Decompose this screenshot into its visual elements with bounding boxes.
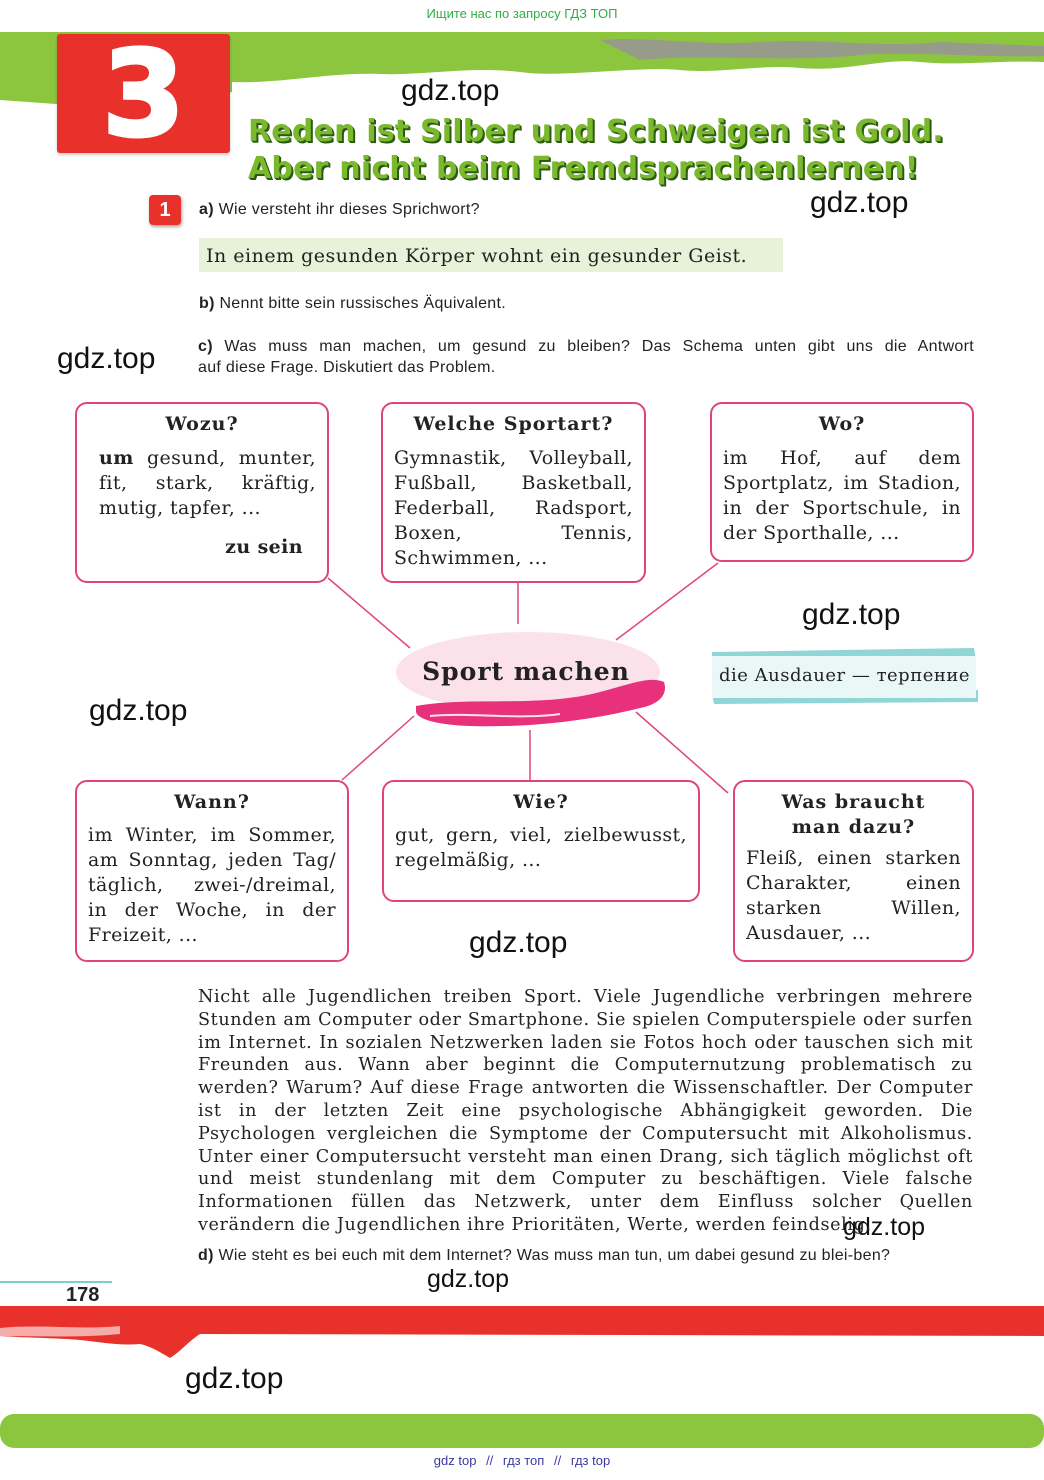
- mindmap-center: Sport machen: [422, 657, 630, 686]
- watermark: gdz.top: [185, 1362, 284, 1395]
- task-letter: d): [198, 1247, 214, 1264]
- footer-link[interactable]: gdz top: [433, 1453, 477, 1468]
- vocab-dash: —: [851, 665, 871, 686]
- box-heading: Wo?: [818, 413, 866, 435]
- vocab-note: [710, 650, 978, 702]
- task-letter: b): [199, 295, 215, 312]
- box-text-tail: , ...: [838, 922, 872, 944]
- box-heading: Wozu?: [165, 413, 239, 435]
- mindmap-box-was: [733, 780, 974, 962]
- exercise-number-badge: 1: [149, 195, 181, 225]
- box-heading: Welche Sportart?: [413, 413, 614, 435]
- task-text: Wie steht es bei euch mit dem Internet? Was muss man tun, um dabei gesund zu blei-ben?: [218, 1247, 891, 1264]
- watermark: gdz.top: [469, 926, 568, 959]
- proverb: In einem gesunden Körper wohnt ein gesunder Geist.: [199, 238, 783, 272]
- watermark: gdz.top: [810, 186, 909, 219]
- task-text: Wie versteht ihr dieses Sprichwort?: [218, 201, 480, 218]
- box-text: [77, 446, 327, 521]
- task-letter: c): [198, 338, 213, 355]
- box-text-underlined: Ausdauer: [746, 922, 839, 944]
- reading-paragraph: Nicht alle Jugendlichen treiben Sport. Viele Jugendliche verbringen mehrere Stunden am Computer oder Smartphone. Sie spielen Computerspiele oder surfen im Internet. In sozialen Netzwerken laden sie Fotos hoch oder tauschen sich mit Freunden aus. Wann aber beginnt die Computernutzung problematisch zu werden? Warum? Auf diese Frage antworten die Wissenschaftler. Der Computer ist in der letzten Zeit eine psychologische Abhängigkeit geworden. Die Psychologen vergleichen die Symptome der Computersucht mit Alkoholismus. Unter einer Computersucht versteht man einen Drang, sich täglich möglichst oft und meist stundenlang mit dem Computer zu beschäftigen. Viele falsche Informationen füllen das Netzwerk, unter dem Einfluss solcher Quellen verändern die Jugendlichen ihre Prioritäten, Werte, werden feindselig.: [198, 987, 973, 1235]
- box-text-um: um: [99, 447, 134, 469]
- box-text: im Winter, im Sommer, am Sonntag, jeden Tag/ täglich, zwei-/dreimal, in der Woche, in der Freizeit, ...: [88, 824, 336, 946]
- box-text-body: gesund, munter, fit, stark, kräftig, mutig, tapfer, ...: [99, 447, 316, 519]
- search-hint: Ищите нас по запросу ГДЗ ТОП: [426, 6, 618, 21]
- vocab-german: die Ausdauer: [719, 665, 846, 686]
- chapter-title-line1: Reden ist Silber und Schweigen ist Gold.: [248, 114, 944, 149]
- box-text-body: Fleiß, einen starken Charakter, einen starken Willen,: [746, 847, 961, 919]
- task-text: Nennt bitte sein russisches Äquivalent.: [219, 295, 506, 312]
- box-heading: Wann?: [174, 791, 250, 813]
- footer-link[interactable]: гдз top: [570, 1453, 611, 1468]
- mindmap-box-sportart: [381, 402, 646, 583]
- task-text-continued: auf diese Frage. Diskutiert das Problem.: [198, 359, 496, 376]
- mindmap-box-wie: [382, 780, 700, 902]
- watermark: gdz.top: [427, 1265, 510, 1293]
- watermark: gdz.top: [89, 694, 188, 727]
- watermark: gdz.top: [802, 598, 901, 631]
- watermark: gdz.top: [57, 342, 156, 375]
- watermark: gdz.top: [401, 74, 500, 107]
- box-text: Gymnastik, Volleyball, Fußball, Basketball, Federball, Radsport, Boxen, Tennis, Schwimmen, ...: [394, 447, 633, 569]
- vocab-russian: терпение: [876, 665, 970, 686]
- task-d: [198, 1247, 974, 1265]
- box-ending: zu sein: [225, 536, 303, 558]
- box-heading: Wie?: [513, 791, 569, 813]
- chapter-number: 3: [102, 25, 185, 163]
- footer-separator: //: [553, 1453, 562, 1468]
- box-heading: Was braucht man dazu?: [781, 791, 926, 838]
- box-text: im Hof, auf dem Sportplatz, im Stadion, in der Sportschule, in der Sporthalle, ...: [723, 447, 961, 544]
- box-text: gut, gern, viel, zielbewusst, regelmäßig, ...: [395, 824, 687, 871]
- footer-link[interactable]: гдз топ: [502, 1453, 545, 1468]
- footer-links: [0, 1453, 1044, 1468]
- chapter-title-line2: Aber nicht beim Fremdsprachenlernen!: [248, 151, 919, 186]
- mindmap-box-wo: [710, 402, 974, 562]
- footer-decoration: [0, 1278, 1044, 1458]
- task-text: Was muss man machen, um gesund zu bleiben? Das Schema unten gibt uns die Antwort: [224, 338, 974, 355]
- task-letter: a): [199, 201, 214, 218]
- mindmap-box-wozu: [75, 402, 329, 583]
- box-text: [735, 846, 972, 946]
- footer-separator: //: [486, 1453, 494, 1468]
- page-number: 178: [66, 1284, 100, 1306]
- watermark: gdz.top: [843, 1213, 926, 1241]
- mindmap-box-wann: [75, 780, 349, 962]
